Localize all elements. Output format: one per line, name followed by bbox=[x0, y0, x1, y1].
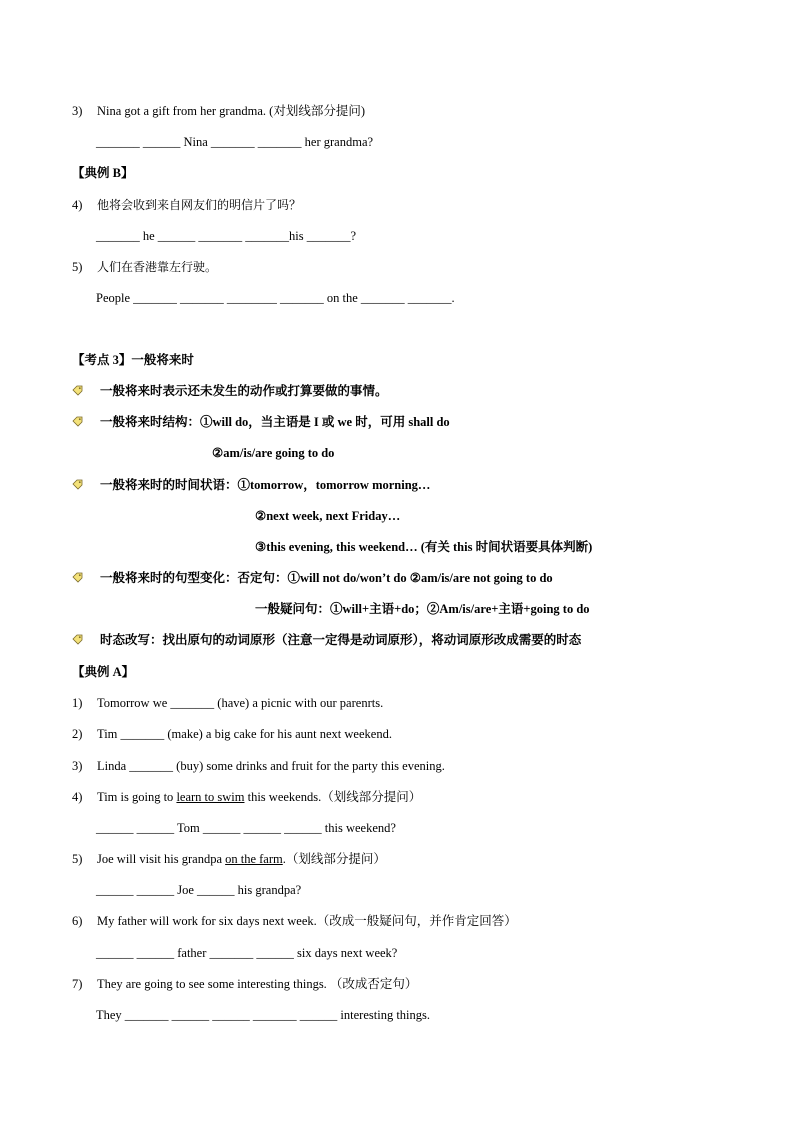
question-4 bbox=[72, 197, 301, 213]
question-text: Joe will visit his grandpa bbox=[97, 852, 226, 866]
question-number: 5) bbox=[72, 260, 83, 274]
point-3-bullet-1: 一般将来时表示还未发生的动作或打算要做的事情。 bbox=[100, 384, 388, 398]
exercise-3 bbox=[72, 758, 445, 774]
question-text: My father will work for six days next week.（改成一般疑问句，并作肯定回答） bbox=[97, 914, 517, 928]
example-a-heading: 【典例 A】 bbox=[72, 665, 135, 679]
exercise-1 bbox=[72, 695, 383, 711]
exercise-6-answer: ______ ______ father _______ ______ six days next week? bbox=[96, 946, 398, 960]
question-text: Tim _______ (make) a big cake for his aunt next weekend. bbox=[97, 727, 392, 741]
underlined-phrase: learn to swim bbox=[176, 790, 245, 804]
question-number: 1) bbox=[72, 696, 83, 710]
question-number: 3) bbox=[72, 759, 83, 773]
question-4-answer: _______ he ______ _______ _______his _______? bbox=[96, 229, 357, 243]
exercise-4 bbox=[72, 789, 421, 805]
exercise-7-answer: They _______ ______ ______ _______ ______ interesting things. bbox=[96, 1008, 431, 1022]
point-3-bullet-3-line-3: ③this evening, this weekend… (有关 this 时间状语要具体判断) bbox=[255, 540, 593, 554]
point-3-bullet-5: 时态改写：找出原句的动词原形（注意一定得是动词原形），将动词原形改成需要的时态 bbox=[100, 633, 582, 647]
question-5 bbox=[72, 259, 217, 275]
question-number: 3) bbox=[72, 104, 83, 118]
tag-icon bbox=[72, 385, 83, 396]
point-3-bullet-3-line-2: ②next week, next Friday… bbox=[255, 509, 401, 523]
question-number: 4) bbox=[72, 790, 83, 804]
question-number: 6) bbox=[72, 914, 83, 928]
question-text: Nina got a gift from her grandma. (对划线部分提问) bbox=[97, 104, 365, 118]
point-3-bullet-3-line-1: 一般将来时的时间状语：①tomorrow，tomorrow morning… bbox=[100, 478, 431, 492]
point-3-bullet-2-line-2: ②am/is/are going to do bbox=[212, 446, 335, 460]
point-3-heading: 【考点 3】一般将来时 bbox=[72, 353, 194, 367]
tag-icon bbox=[72, 416, 83, 427]
tag-icon bbox=[72, 634, 83, 645]
point-3-bullet-4-line-2: 一般疑问句：①will+主语+do；②Am/is/are+主语+going to do bbox=[255, 602, 590, 616]
question-text: They are going to see some interesting things. （改成否定句） bbox=[97, 977, 418, 991]
question-3 bbox=[72, 103, 365, 119]
point-3-bullet-4-line-1: 一般将来时的句型变化：否定句：①will not do/won’t do ②am/is/are not going to do bbox=[100, 571, 553, 585]
exercise-4-answer: ______ ______ Tom ______ ______ ______ this weekend? bbox=[96, 821, 396, 835]
question-5-answer: People _______ _______ ________ _______ on the _______ _______. bbox=[96, 291, 455, 305]
question-text: Linda _______ (buy) some drinks and fruit for the party this evening. bbox=[97, 759, 445, 773]
question-text: 他将会收到来自网友们的明信片了吗？ bbox=[97, 198, 302, 212]
exercise-6 bbox=[72, 913, 517, 929]
underlined-phrase: on the farm bbox=[225, 852, 283, 866]
exercise-7 bbox=[72, 976, 417, 992]
question-text: Tomorrow we _______ (have) a picnic with our parenrts. bbox=[97, 696, 384, 710]
question-number: 2) bbox=[72, 727, 83, 741]
question-number: 5) bbox=[72, 852, 83, 866]
question-number: 7) bbox=[72, 977, 83, 991]
example-b-heading: 【典例 B】 bbox=[72, 166, 134, 180]
tag-icon bbox=[72, 479, 83, 490]
question-number: 4) bbox=[72, 198, 83, 212]
exercise-5-answer: ______ ______ Joe ______ his grandpa? bbox=[96, 883, 302, 897]
tag-icon bbox=[72, 572, 83, 583]
question-text: Tim is going to bbox=[97, 790, 177, 804]
exercise-5 bbox=[72, 851, 386, 867]
exercise-2 bbox=[72, 726, 392, 742]
question-3-answer: _______ ______ Nina _______ _______ her grandma? bbox=[96, 135, 374, 149]
point-3-bullet-2-line-1: 一般将来时结构：①will do，当主语是 I 或 we 时，可用 shall do bbox=[100, 415, 450, 429]
question-text: this weekends.（划线部分提问） bbox=[244, 790, 422, 804]
question-text: .（划线部分提问） bbox=[282, 852, 386, 866]
question-text: 人们在香港靠左行驶。 bbox=[97, 260, 218, 274]
